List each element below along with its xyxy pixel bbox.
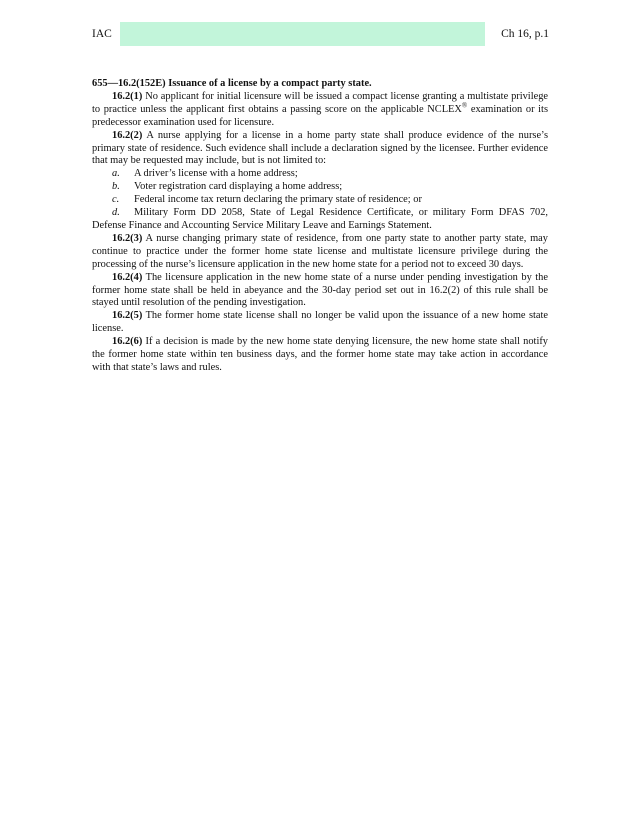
section-number: 16.2(6)	[112, 336, 143, 348]
list-letter: d.	[112, 207, 120, 219]
list-text: Federal income tax return declaring the primary state of residence; or	[134, 194, 422, 206]
section-text: No applicant for initial licensure will be issued a compact license granting a multistate privilege to practice unless the applicant first obtains a passing score on the applicable NCLEX	[92, 90, 548, 115]
evidence-item-d	[92, 207, 548, 233]
section-text: A nurse changing primary state of residence, from one party state to another party state, may continue to practice under the former home state license and multistate licensure privilege during the processing of the nurse’s licensure application in the new home state for a period not to exceed 30 days.	[92, 232, 548, 270]
header-code: IAC	[92, 28, 112, 40]
section-text: The former home state license shall no longer be valid upon the issuance of a new home state license.	[92, 310, 548, 335]
header-page-number: Ch 16, p.1	[501, 28, 549, 40]
section-number: 16.2(2)	[112, 129, 143, 141]
list-text: Military Form DD 2058, State of Legal Residence Certificate, or military Form DFAS 702, Defense Finance and Accounting Service Military Leave and Earnings Statement.	[92, 207, 548, 231]
list-text: Voter registration card displaying a home address;	[134, 181, 343, 193]
section-16-2-4	[92, 272, 548, 311]
list-text: A driver’s license with a home address;	[134, 168, 298, 180]
header-highlight-band	[120, 22, 485, 46]
rule-body	[92, 78, 548, 375]
section-16-2-3	[92, 233, 548, 272]
section-number: 16.2(4)	[112, 271, 143, 283]
registered-mark: ®	[461, 101, 468, 110]
list-letter: b.	[112, 181, 120, 193]
evidence-item-c	[92, 194, 548, 207]
section-number: 16.2(5)	[112, 310, 143, 322]
section-16-2-5	[92, 310, 548, 336]
section-text: The licensure application in the new home state of a nurse under pending investigation by the former home state shall be held in abeyance and the 30-day period set out in 16.2(2) of this rule shall be stayed until resolution of the pending investigation.	[92, 271, 548, 309]
evidence-item-a	[92, 168, 548, 181]
section-16-2-6	[92, 336, 548, 375]
page-header	[92, 22, 549, 46]
section-number: 16.2(3)	[112, 232, 143, 244]
section-number: 16.2(1)	[112, 90, 143, 102]
evidence-item-b	[92, 181, 548, 194]
section-text: If a decision is made by the new home state denying licensure, the new home state shall notify the former home state within ten business days, and the former home state may take action in accordance with that state’s laws and rules.	[92, 336, 548, 373]
section-16-2-2	[92, 130, 548, 169]
section-16-2-1	[92, 91, 548, 130]
list-letter: a.	[112, 168, 120, 180]
section-text-cont: examination or its predecessor examination used for licensure.	[92, 103, 548, 128]
section-text: A nurse applying for a license in a home party state shall produce evidence of the nurse’s primary state of residence. Such evidence shall include a declaration signed by the licensee. Further evidence that may be requested may include, but is not limited to:	[92, 129, 548, 167]
list-letter: c.	[112, 194, 120, 206]
rule-title: 655—16.2(152E) Issuance of a license by a compact party state.	[92, 78, 372, 89]
